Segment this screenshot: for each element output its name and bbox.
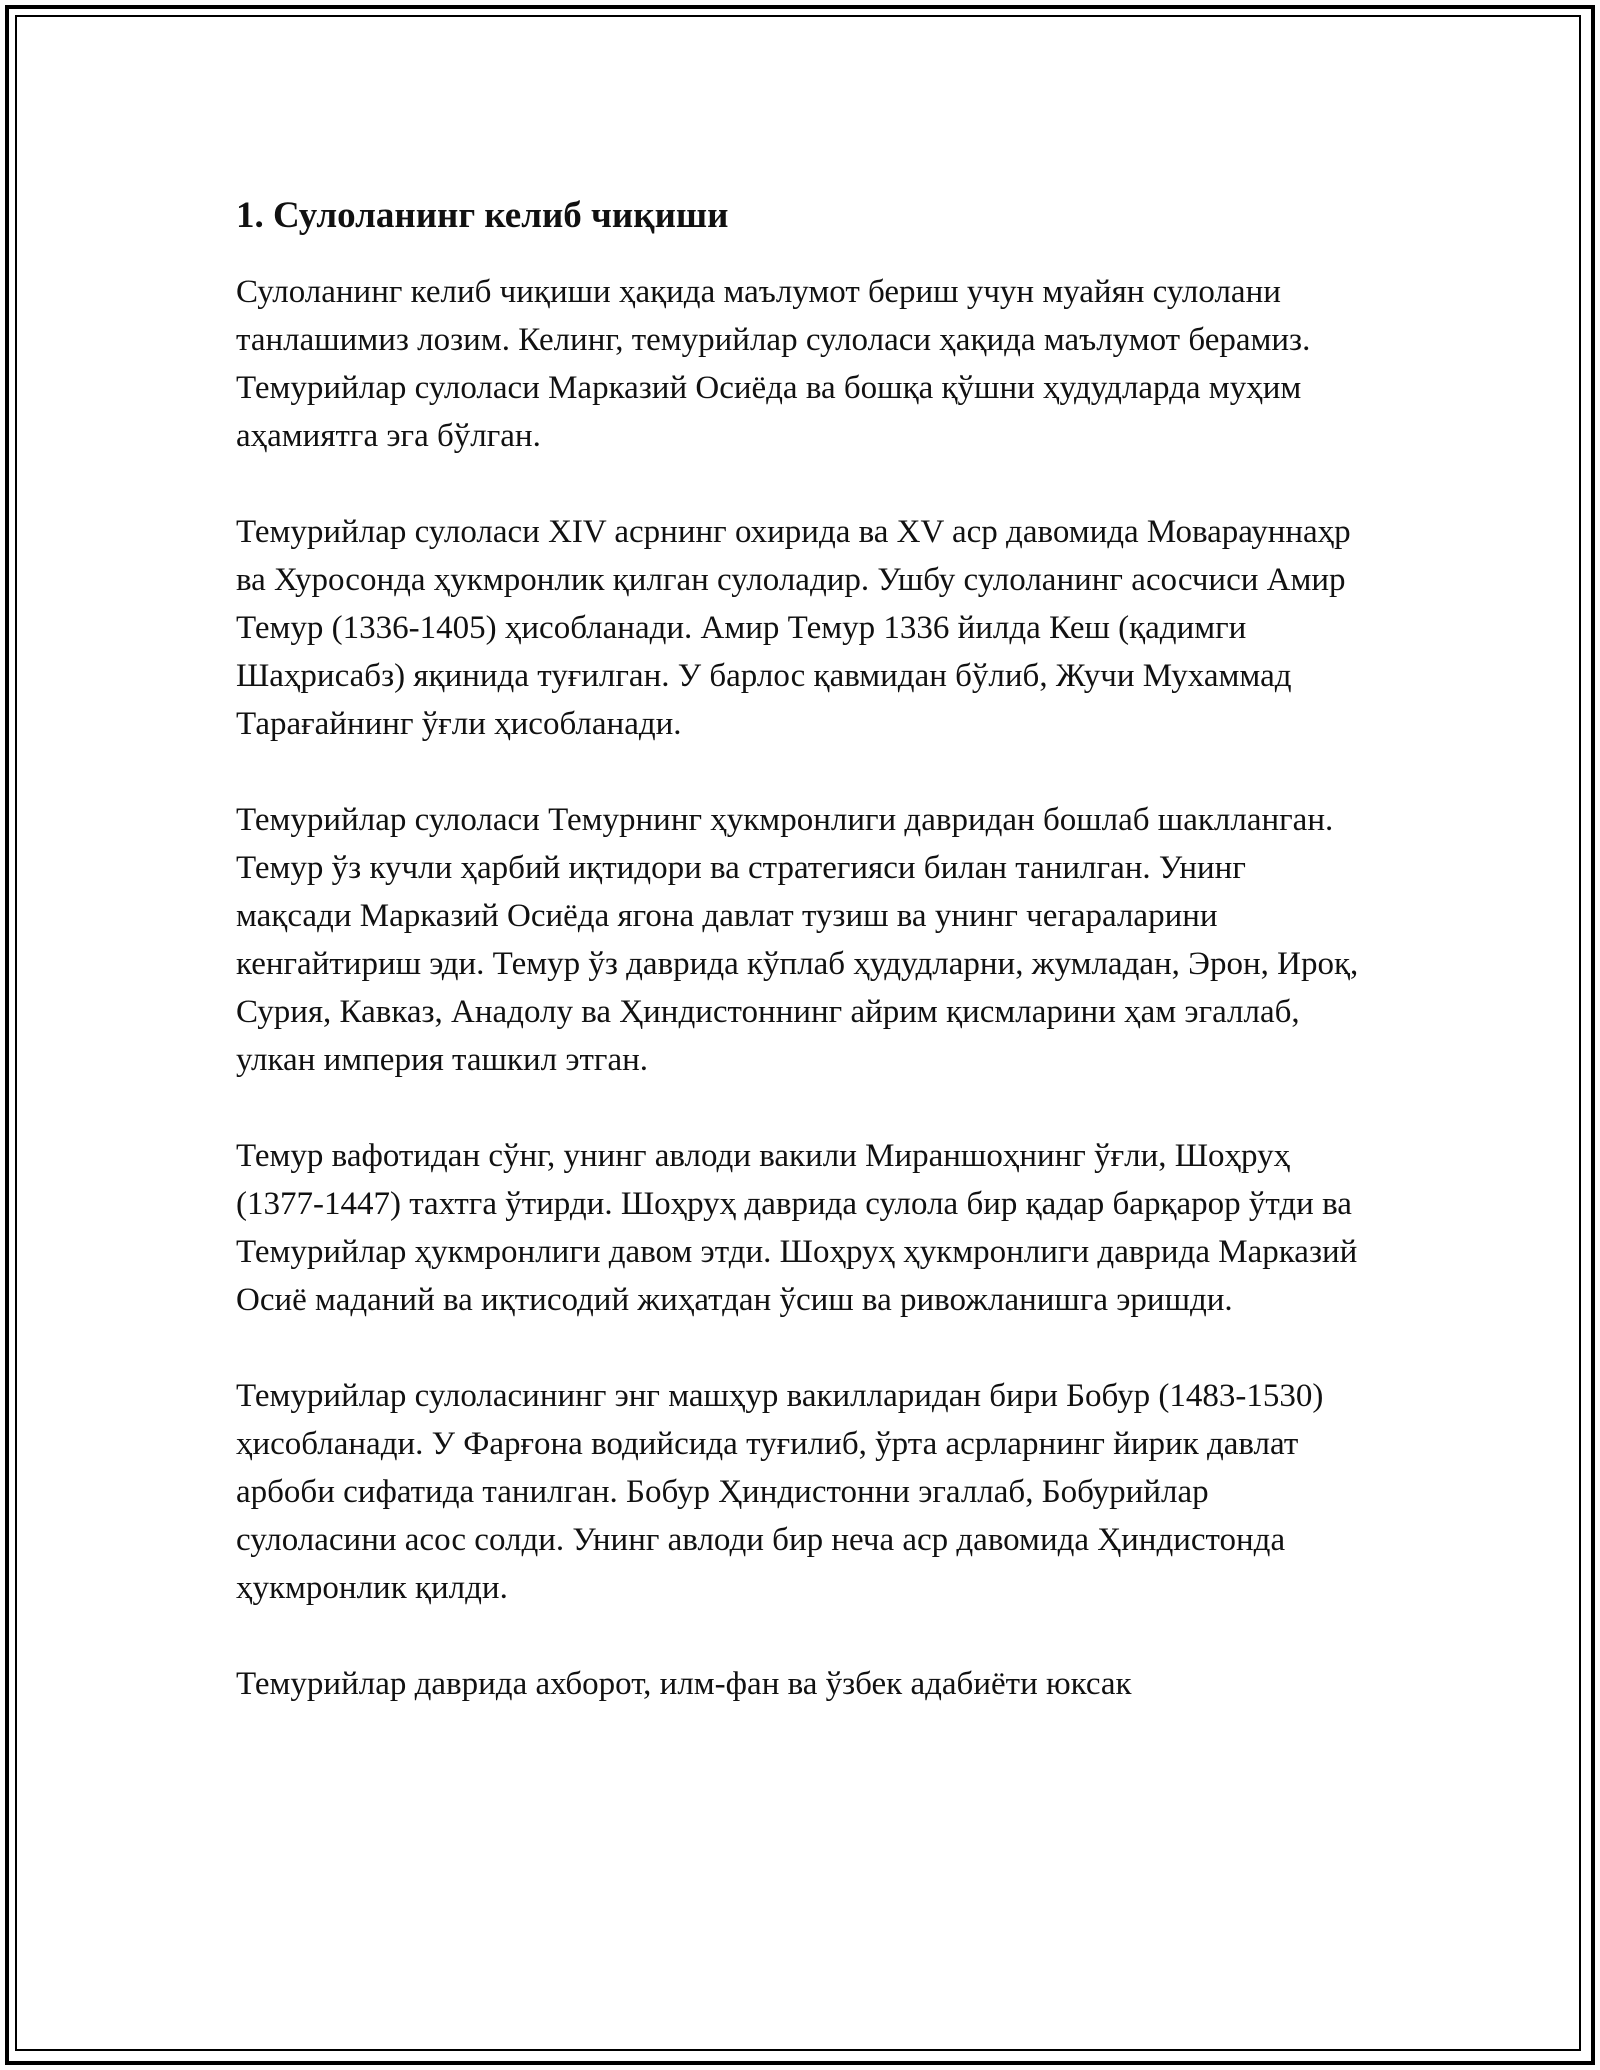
paragraph-6: Темурийлар даврида ахборот, илм-фан ва ўзбек адабиёти юксак — [236, 1666, 1132, 1702]
paragraph-2: Темурийлар сулоласи XIV асрнинг охирида ва XV аср давомида Моварауннаҳр ва Хуросонда ҳукмронлик қилган сулоладир. Ушбу сулоланинг асосчиси Амир Темур (1336-1405) ҳисобланади. Амир Темур 1336 йилда Кеш (қадимги Шаҳрисабз) яқинида туғилган. У барлос қавмидан бўлиб, Жучи Мухаммад Тарағайнинг ўғли ҳисобланади. — [236, 514, 1351, 742]
paragraph-4: Темур вафотидан сўнг, унинг авлоди вакили Мираншоҳнинг ўғли, Шоҳруҳ (1377-1447) тахтга ўтирди. Шоҳруҳ даврида сулола бир қадар барқарор ўтди ва Темурийлар ҳукмронлиги давом этди. Шоҳруҳ ҳукмронлиги даврида Марказий Осиё маданий ва иқтисодий жиҳатдан ўсиш ва ривожланишга эришди. — [236, 1138, 1358, 1318]
paragraph-5: Темурийлар сулоласининг энг машҳур вакилларидан бири Бобур (1483-1530) ҳисобланади. У Фарғона водийсида туғилиб, ўрта асрларнинг йирик давлат арбоби сифатида танилган. Бобур Ҳиндистонни эгаллаб, Бобурийлар сулоласини асос солди. Унинг авлоди бир неча аср давомида Ҳиндистонда ҳукмронлик қилди. — [236, 1378, 1324, 1606]
document-body — [236, 180, 1366, 1756]
paragraph-1: Сулоланинг келиб чиқиши ҳақида маълумот бериш учун муайян сулолани танлашимиз лозим. Келинг, темурийлар сулоласи ҳақида маълумот берамиз. Темурийлар сулоласи Марказий Осиёда ва бошқа қўшни ҳудудларда муҳим аҳамиятга эга бўлган. — [236, 274, 1311, 454]
section-heading: 1. Сулоланинг келиб чиқиши — [236, 195, 729, 236]
paragraph-3: Темурийлар сулоласи Темурнинг ҳукмронлиги давридан бошлаб шаклланган. Темур ўз кучли ҳарбий иқтидори ва стратегияси билан танилган. Унинг мақсади Марказий Осиёда ягона давлат тузиш ва унинг чегараларини кенгайтириш эди. Темур ўз даврида кўплаб ҳудудларни, жумладан, Эрон, Ироқ, Сурия, Кавказ, Анадолу ва Ҳиндистоннинг айрим қисмларини ҳам эгаллаб, улкан империя ташкил этган. — [236, 802, 1359, 1078]
